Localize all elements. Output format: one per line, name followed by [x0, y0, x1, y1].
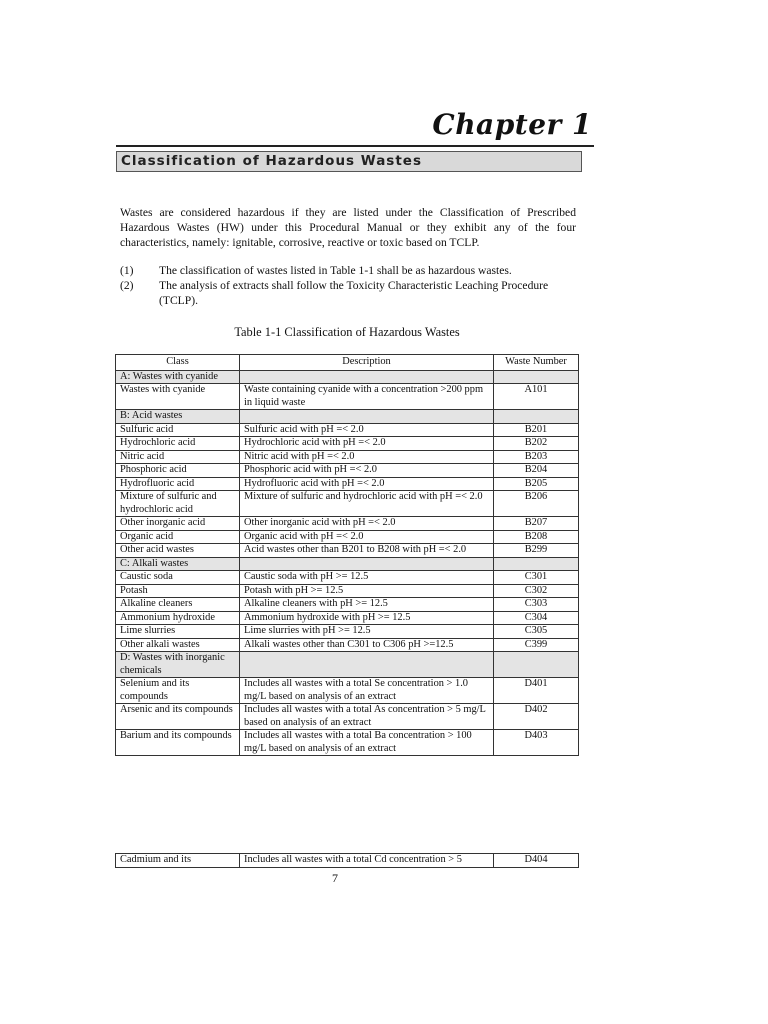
- class-cell: Caustic soda: [116, 571, 240, 585]
- class-cell: Barium and its compounds: [116, 730, 240, 756]
- category-row: [116, 557, 579, 571]
- category-row: [116, 410, 579, 424]
- description-cell: Potash with pH >= 12.5: [240, 584, 494, 598]
- table-row: [116, 638, 579, 652]
- waste-number-cell: [494, 410, 579, 424]
- table-row: [116, 423, 579, 437]
- table-row: [116, 491, 579, 517]
- waste-number-cell: C305: [494, 625, 579, 639]
- table-caption: Table 1-1 Classification of Hazardous Wastes: [234, 325, 460, 339]
- class-cell: Alkaline cleaners: [116, 598, 240, 612]
- class-cell: Hydrofluoric acid: [116, 477, 240, 491]
- waste-number-cell: B205: [494, 477, 579, 491]
- description-cell: Organic acid with pH =< 2.0: [240, 530, 494, 544]
- table-row: [116, 384, 579, 410]
- description-cell: Acid wastes other than B201 to B208 with pH =< 2.0: [240, 544, 494, 558]
- class-cell: Arsenic and its compounds: [116, 704, 240, 730]
- list-item-text: The analysis of extracts shall follow the Toxicity Characteristic Leaching Procedure (TCLP).: [159, 279, 549, 307]
- hazardous-waste-table: [115, 354, 579, 756]
- class-cell: Other acid wastes: [116, 544, 240, 558]
- table-row: [116, 730, 579, 756]
- waste-number-cell: C301: [494, 571, 579, 585]
- table-row: [116, 611, 579, 625]
- table-body: [116, 370, 579, 756]
- continued-table: [115, 853, 579, 868]
- waste-number-cell: B204: [494, 464, 579, 478]
- description-cell: Includes all wastes with a total As concentration > 5 mg/L based on analysis of an extract: [240, 704, 494, 730]
- table-header-row: [116, 355, 579, 371]
- description-cell: Waste containing cyanide with a concentration >200 ppm in liquid waste: [240, 384, 494, 410]
- description-cell: [240, 410, 494, 424]
- class-cell: Selenium and its compounds: [116, 678, 240, 704]
- table-row: [116, 517, 579, 531]
- waste-number-cell: C304: [494, 611, 579, 625]
- waste-number-cell: B206: [494, 491, 579, 517]
- waste-number-cell: C303: [494, 598, 579, 612]
- table-row: [116, 450, 579, 464]
- waste-number-cell: D404: [494, 854, 579, 868]
- description-cell: Includes all wastes with a total Cd concentration > 5: [240, 854, 494, 868]
- list-item-number: (2): [120, 279, 134, 292]
- class-cell: B: Acid wastes: [116, 410, 240, 424]
- description-cell: Other inorganic acid with pH =< 2.0: [240, 517, 494, 531]
- description-cell: Nitric acid with pH =< 2.0: [240, 450, 494, 464]
- waste-number-cell: B202: [494, 437, 579, 451]
- column-header-waste-number: Waste Number: [494, 355, 579, 371]
- description-cell: Hydrochloric acid with pH =< 2.0: [240, 437, 494, 451]
- table-row: [116, 530, 579, 544]
- waste-number-cell: B201: [494, 423, 579, 437]
- waste-number-cell: A101: [494, 384, 579, 410]
- class-cell: Hydrochloric acid: [116, 437, 240, 451]
- class-cell: Lime slurries: [116, 625, 240, 639]
- waste-number-cell: D402: [494, 704, 579, 730]
- description-cell: Alkaline cleaners with pH >= 12.5: [240, 598, 494, 612]
- description-cell: Includes all wastes with a total Se concentration > 1.0 mg/L based on analysis of an extract: [240, 678, 494, 704]
- class-cell: Mixture of sulfuric and hydrochloric acid: [116, 491, 240, 517]
- class-cell: Nitric acid: [116, 450, 240, 464]
- class-cell: A: Wastes with cyanide: [116, 370, 240, 384]
- list-item: [120, 278, 578, 308]
- description-cell: Mixture of sulfuric and hydrochloric acid with pH =< 2.0: [240, 491, 494, 517]
- waste-number-cell: B207: [494, 517, 579, 531]
- description-cell: Ammonium hydroxide with pH >= 12.5: [240, 611, 494, 625]
- table-row: [116, 704, 579, 730]
- list-item-text: The classification of wastes listed in Table 1-1 shall be as hazardous wastes.: [159, 264, 512, 277]
- column-header-description: Description: [240, 355, 494, 371]
- description-cell: [240, 652, 494, 678]
- description-cell: Sulfuric acid with pH =< 2.0: [240, 423, 494, 437]
- waste-number-cell: [494, 370, 579, 384]
- column-header-class: Class: [116, 355, 240, 371]
- class-cell: Potash: [116, 584, 240, 598]
- class-cell: Sulfuric acid: [116, 423, 240, 437]
- class-cell: D: Wastes with inorganic chemicals: [116, 652, 240, 678]
- table-row: [116, 584, 579, 598]
- description-cell: Phosphoric acid with pH =< 2.0: [240, 464, 494, 478]
- class-cell: Other alkali wastes: [116, 638, 240, 652]
- class-cell: Wastes with cyanide: [116, 384, 240, 410]
- table-row: [116, 678, 579, 704]
- waste-number-cell: C399: [494, 638, 579, 652]
- intro-paragraph: Wastes are considered hazardous if they are listed under the Classification of Prescribed Hazardous Wastes (HW) under this Procedural Manual or they exhibit any of the four characteristics, namely: ignitable, corrosive, reactive or toxic based on TCLP.: [120, 206, 576, 249]
- table-row: [116, 854, 579, 868]
- table-row: [116, 477, 579, 491]
- section-title: Classification of Hazardous Wastes: [116, 151, 582, 172]
- table-row: [116, 464, 579, 478]
- waste-number-cell: B299: [494, 544, 579, 558]
- table-row: [116, 625, 579, 639]
- table-row: [116, 571, 579, 585]
- page-number: 7: [332, 871, 338, 885]
- class-cell: Other inorganic acid: [116, 517, 240, 531]
- description-cell: Caustic soda with pH >= 12.5: [240, 571, 494, 585]
- category-row: [116, 370, 579, 384]
- heading-rule: [116, 145, 594, 147]
- description-cell: Alkali wastes other than C301 to C306 pH >=12.5: [240, 638, 494, 652]
- class-cell: Phosphoric acid: [116, 464, 240, 478]
- class-cell: Ammonium hydroxide: [116, 611, 240, 625]
- list-item: [120, 263, 578, 278]
- waste-number-cell: B208: [494, 530, 579, 544]
- list-item-number: (1): [120, 264, 134, 277]
- class-cell: Cadmium and its: [116, 854, 240, 868]
- description-cell: Hydrofluoric acid with pH =< 2.0: [240, 477, 494, 491]
- numbered-list: [120, 263, 578, 308]
- waste-number-cell: [494, 652, 579, 678]
- description-cell: [240, 557, 494, 571]
- waste-number-cell: [494, 557, 579, 571]
- class-cell: Organic acid: [116, 530, 240, 544]
- table-row: [116, 598, 579, 612]
- waste-number-cell: D401: [494, 678, 579, 704]
- description-cell: Lime slurries with pH >= 12.5: [240, 625, 494, 639]
- class-cell: C: Alkali wastes: [116, 557, 240, 571]
- waste-number-cell: D403: [494, 730, 579, 756]
- waste-number-cell: C302: [494, 584, 579, 598]
- table-row: [116, 544, 579, 558]
- category-row: [116, 652, 579, 678]
- waste-number-cell: B203: [494, 450, 579, 464]
- chapter-heading: Chapter 1: [432, 108, 592, 141]
- description-cell: Includes all wastes with a total Ba concentration > 100 mg/L based on analysis of an extract: [240, 730, 494, 756]
- table-row: [116, 437, 579, 451]
- description-cell: [240, 370, 494, 384]
